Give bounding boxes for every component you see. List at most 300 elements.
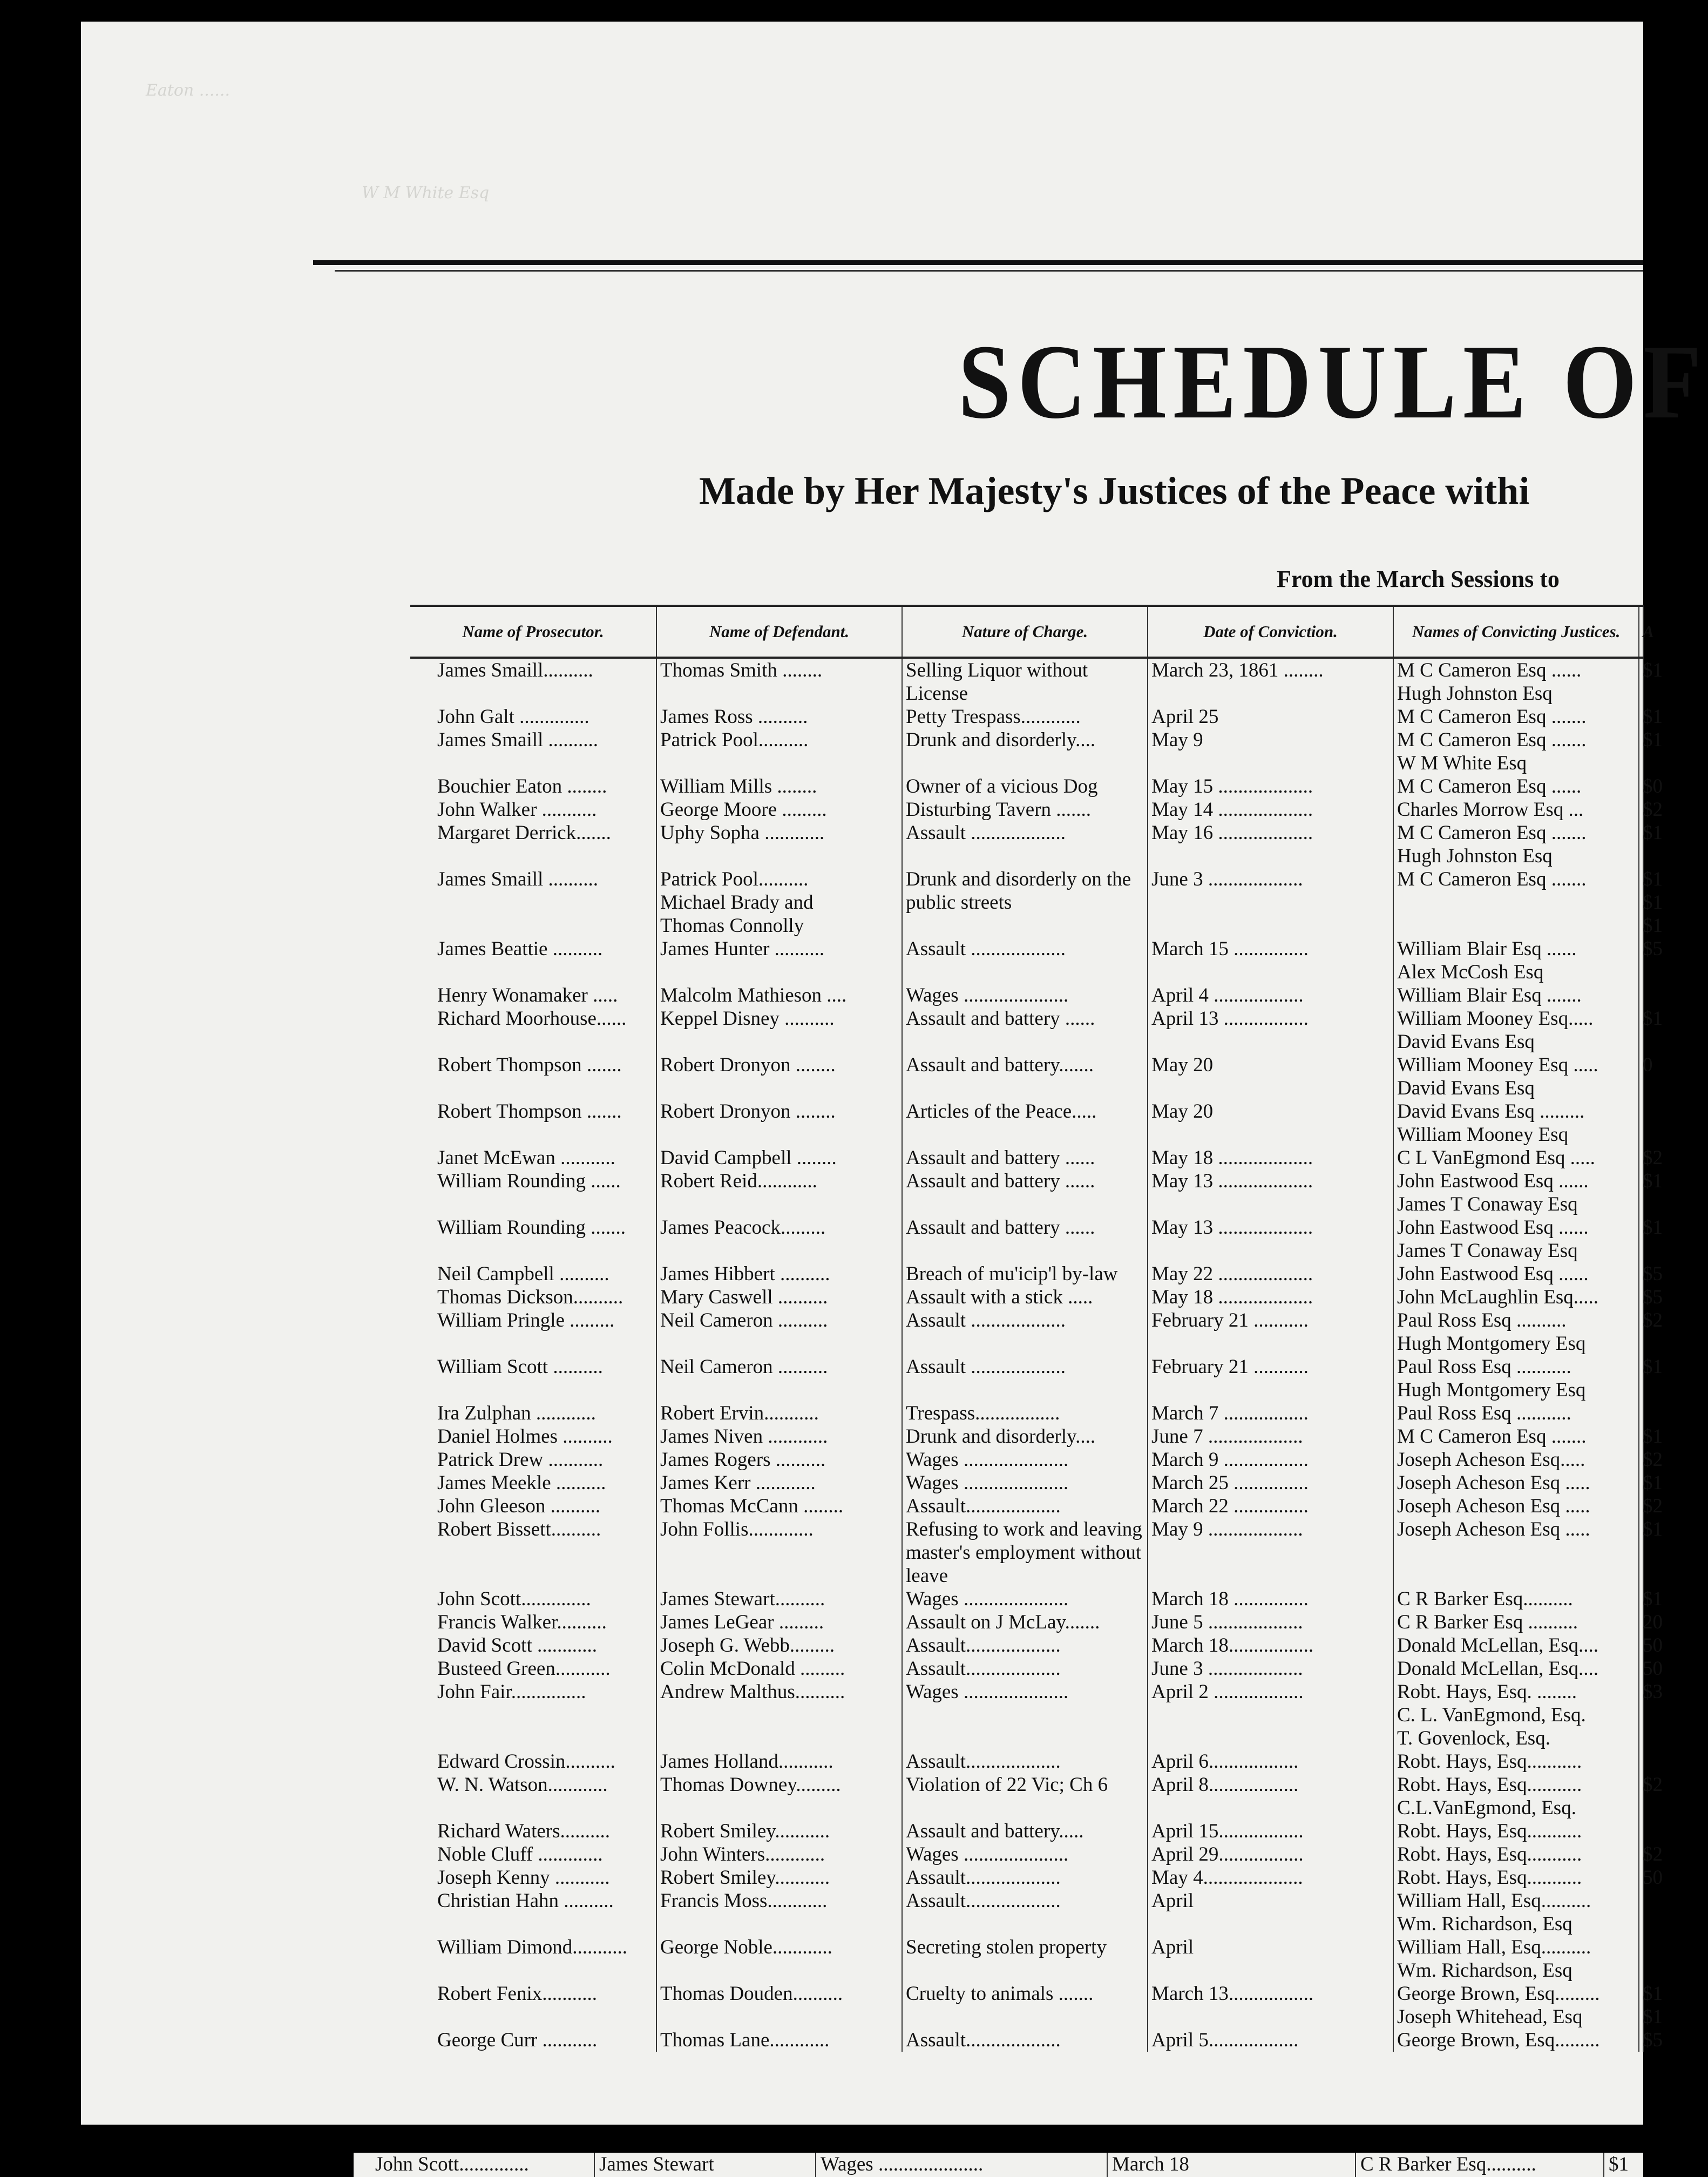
cell-defendant: Robert Smiley........... xyxy=(656,1866,902,1889)
cell-justices: C R Barker Esq .......... xyxy=(1393,1611,1639,1634)
schedule-subtitle: Made by Her Majesty's Justices of the Peace withi xyxy=(699,469,1530,512)
table-row xyxy=(410,1146,1643,1169)
cell-prosecutor: Francis Walker.......... xyxy=(410,1611,656,1634)
cell-amount: $3 xyxy=(1639,1680,1643,1750)
cell-date: May 16 ................... xyxy=(1148,821,1393,868)
cell-justices: Robt. Hays, Esq........... xyxy=(1393,1750,1639,1773)
cell-prosecutor: Henry Wonamaker ..... xyxy=(410,984,656,1007)
cell-justices: Paul Ross Esq .......... Hugh Montgomery Esq xyxy=(1393,1309,1639,1355)
cell-prosecutor: Margaret Derrick....... xyxy=(410,821,656,868)
cell-prosecutor: W. N. Watson............ xyxy=(410,1773,656,1820)
table-row xyxy=(410,2029,1643,2052)
cell-charge: Assault ................... xyxy=(902,821,1148,868)
cell-prosecutor: William Rounding ....... xyxy=(410,1216,656,1262)
table-row xyxy=(410,821,1643,868)
cell-date: June 5 ................... xyxy=(1148,1611,1393,1634)
table-row xyxy=(410,1169,1643,1216)
table-row xyxy=(410,1425,1643,1448)
cell-amount: $2 xyxy=(1639,1146,1643,1169)
cell-charge: Breach of mu'icip'l by-law xyxy=(902,1262,1148,1286)
table-row xyxy=(410,728,1643,775)
cell-justices: M C Cameron Esq ....... xyxy=(1393,1425,1639,1448)
cell-justices: M C Cameron Esq ...... xyxy=(1393,775,1639,798)
table-row xyxy=(410,1471,1643,1495)
cell-defendant: Thomas McCann ........ xyxy=(656,1495,902,1518)
column-divider xyxy=(1107,2153,1108,2177)
cell-prosecutor: Janet McEwan ........... xyxy=(410,1146,656,1169)
cell-amount xyxy=(1639,1820,1643,1843)
cell-charge: Wages ..................... xyxy=(902,1448,1148,1471)
cell-amount: $2 xyxy=(1639,1843,1643,1866)
cell-justices: William Blair Esq ....... xyxy=(1393,984,1639,1007)
cell-charge: Drunk and disorderly.... xyxy=(902,728,1148,775)
footer-amount: $1 xyxy=(1609,2153,1629,2175)
cell-prosecutor: William Scott .......... xyxy=(410,1355,656,1402)
cell-charge: Refusing to work and leaving master's employment without leave xyxy=(902,1518,1148,1587)
cell-date: April xyxy=(1148,1889,1393,1936)
cell-charge: Assault................... xyxy=(902,2029,1148,2052)
cell-defendant: James Ross .......... xyxy=(656,705,902,728)
cell-justices: William Blair Esq ...... Alex McCosh Esq xyxy=(1393,937,1639,984)
cell-defendant: James LeGear ......... xyxy=(656,1611,902,1634)
cell-prosecutor: John Galt .............. xyxy=(410,705,656,728)
cell-justices: Donald McLellan, Esq.... xyxy=(1393,1634,1639,1657)
cell-charge: Assault ................... xyxy=(902,1309,1148,1355)
schedule-period: From the March Sessions to xyxy=(1277,566,1560,592)
cell-justices: M C Cameron Esq ...... Hugh Johnston Esq xyxy=(1393,658,1639,705)
cell-charge: Assault................... xyxy=(902,1657,1148,1680)
cell-defendant: George Noble............ xyxy=(656,1936,902,1982)
cell-justices: Robt. Hays, Esq........... xyxy=(1393,1820,1639,1843)
cell-defendant: Neil Cameron .......... xyxy=(656,1355,902,1402)
column-divider xyxy=(1355,2153,1356,2177)
cell-defendant: Robert Dronyon ........ xyxy=(656,1100,902,1146)
cell-amount: $1 xyxy=(1639,658,1643,705)
cell-prosecutor: Robert Fenix........... xyxy=(410,1982,656,2029)
footer-prosecutor: John Scott.............. xyxy=(375,2153,529,2175)
cell-charge: Secreting stolen property xyxy=(902,1936,1148,1982)
cell-charge: Drunk and disorderly on the public streets xyxy=(902,868,1148,937)
cell-date: April 8.................. xyxy=(1148,1773,1393,1820)
table-row xyxy=(410,1518,1643,1587)
footer-date: March 18 xyxy=(1112,2153,1189,2175)
cell-justices: Joseph Acheson Esq..... xyxy=(1393,1448,1639,1471)
cell-justices: George Brown, Esq......... xyxy=(1393,2029,1639,2052)
cell-amount: $5 xyxy=(1639,937,1643,984)
cell-defendant: Mary Caswell .......... xyxy=(656,1286,902,1309)
cell-amount: $2 xyxy=(1639,1448,1643,1471)
cell-charge: Assault................... xyxy=(902,1866,1148,1889)
table-header-row xyxy=(410,606,1643,658)
newspaper-page xyxy=(81,22,1708,2146)
footer-defendant: James Stewart xyxy=(599,2153,714,2175)
cell-charge: Cruelty to animals ....... xyxy=(902,1982,1148,2029)
table-row xyxy=(410,1936,1643,1982)
cell-date: March 15 ............... xyxy=(1148,937,1393,984)
cell-prosecutor: James Smaill.......... xyxy=(410,658,656,705)
convictions-table xyxy=(410,605,1663,2052)
cell-justices: Charles Morrow Esq ... xyxy=(1393,798,1639,821)
table-row xyxy=(410,1262,1643,1286)
cell-amount: 50 xyxy=(1639,1634,1643,1657)
column-divider xyxy=(815,2153,816,2177)
table-row xyxy=(410,1611,1643,1634)
table-row xyxy=(410,1007,1643,1053)
cell-prosecutor: Neil Campbell .......... xyxy=(410,1262,656,1286)
cell-prosecutor: John Walker ........... xyxy=(410,798,656,821)
table-row xyxy=(410,1448,1643,1471)
cell-date: May 20 xyxy=(1148,1100,1393,1146)
cell-charge: Assault................... xyxy=(902,1495,1148,1518)
cell-prosecutor: James Smaill .......... xyxy=(410,728,656,775)
cell-charge: Assault and battery....... xyxy=(902,1053,1148,1100)
cell-prosecutor: William Rounding ...... xyxy=(410,1169,656,1216)
header-date: Date of Conviction. xyxy=(1148,606,1393,658)
cell-justices: David Evans Esq ......... William Mooney Esq xyxy=(1393,1100,1639,1146)
cell-amount: $1 $1 xyxy=(1639,1982,1643,2029)
bleed-through-text: W M White Esq xyxy=(362,184,490,202)
cell-amount: $1 xyxy=(1639,1355,1643,1402)
cell-defendant: James Kerr ............ xyxy=(656,1471,902,1495)
table-row xyxy=(410,1355,1643,1402)
table-row xyxy=(410,1982,1643,2029)
cell-justices: M C Cameron Esq ....... W M White Esq xyxy=(1393,728,1639,775)
cell-prosecutor: Christian Hahn .......... xyxy=(410,1889,656,1936)
cell-date: March 22 ............... xyxy=(1148,1495,1393,1518)
footer-justices: C R Barker Esq.......... xyxy=(1360,2153,1536,2175)
table-row xyxy=(410,1820,1643,1843)
cell-defendant: Thomas Lane............ xyxy=(656,2029,902,2052)
cell-date: May 9 xyxy=(1148,728,1393,775)
cell-date: May 20 xyxy=(1148,1053,1393,1100)
cell-charge: Wages ..................... xyxy=(902,1587,1148,1611)
cell-defendant: Thomas Smith ........ xyxy=(656,658,902,705)
cell-justices: Paul Ross Esq ........... Hugh Montgomery Esq xyxy=(1393,1355,1639,1402)
table-body xyxy=(410,658,1663,2052)
cell-defendant: David Campbell ........ xyxy=(656,1146,902,1169)
cell-defendant: Thomas Douden.......... xyxy=(656,1982,902,2029)
cell-justices: Robt. Hays, Esq........... xyxy=(1393,1843,1639,1866)
cell-amount: $1 xyxy=(1639,1587,1643,1611)
cell-defendant: Uphy Sopha ............ xyxy=(656,821,902,868)
cell-date: March 18 ............... xyxy=(1148,1587,1393,1611)
cell-charge: Petty Trespass............ xyxy=(902,705,1148,728)
cell-prosecutor: Thomas Dickson.......... xyxy=(410,1286,656,1309)
cell-amount: $5 xyxy=(1639,1286,1643,1309)
cell-defendant: Keppel Disney .......... xyxy=(656,1007,902,1053)
cell-date: February 21 ........... xyxy=(1148,1309,1393,1355)
cell-prosecutor: James Meekle .......... xyxy=(410,1471,656,1495)
cell-justices: C R Barker Esq.......... xyxy=(1393,1587,1639,1611)
cell-prosecutor: Edward Crossin.......... xyxy=(410,1750,656,1773)
cell-date: March 18................. xyxy=(1148,1634,1393,1657)
cell-justices: William Mooney Esq..... David Evans Esq xyxy=(1393,1007,1639,1053)
cell-amount: $1 xyxy=(1639,1518,1643,1587)
cell-date: May 14 ................... xyxy=(1148,798,1393,821)
table-row xyxy=(410,798,1643,821)
table-row xyxy=(410,1680,1643,1750)
cell-date: April 15................. xyxy=(1148,1820,1393,1843)
cell-justices: John Eastwood Esq ...... xyxy=(1393,1262,1639,1286)
repeated-row-strip xyxy=(354,2153,1643,2177)
table-row xyxy=(410,1053,1643,1100)
cell-amount xyxy=(1639,1402,1643,1425)
schedule-title: SCHEDULE OF xyxy=(958,323,1708,441)
cell-defendant: Patrick Pool.......... Michael Brady and Thomas Connolly xyxy=(656,868,902,937)
table-row xyxy=(410,1866,1643,1889)
cell-amount: $1 $1 $1 xyxy=(1639,868,1643,937)
cell-charge: Trespass................. xyxy=(902,1402,1148,1425)
cell-charge: Assault................... xyxy=(902,1634,1148,1657)
cell-justices: Joseph Acheson Esq ..... xyxy=(1393,1518,1639,1587)
cell-prosecutor: Bouchier Eaton ........ xyxy=(410,775,656,798)
cell-defendant: Patrick Pool.......... xyxy=(656,728,902,775)
cell-date: June 3 ................... xyxy=(1148,868,1393,937)
cell-justices: M C Cameron Esq ....... Hugh Johnston Esq xyxy=(1393,821,1639,868)
cell-charge: Violation of 22 Vic; Ch 6 xyxy=(902,1773,1148,1820)
cell-charge: Assault and battery ...... xyxy=(902,1007,1148,1053)
header-justices: Names of Convicting Justices. xyxy=(1393,606,1639,658)
cell-defendant: Robert Reid............ xyxy=(656,1169,902,1216)
cell-date: April 13 ................. xyxy=(1148,1007,1393,1053)
column-divider xyxy=(1603,2153,1604,2177)
cell-date: May 9 ................... xyxy=(1148,1518,1393,1587)
cell-defendant: Robert Dronyon ........ xyxy=(656,1053,902,1100)
cell-date: April 25 xyxy=(1148,705,1393,728)
cell-date: April 29................. xyxy=(1148,1843,1393,1866)
cell-amount: 20 xyxy=(1639,1611,1643,1634)
cell-date: March 9 ................. xyxy=(1148,1448,1393,1471)
thin-rule xyxy=(335,270,1643,272)
cell-defendant: Robert Ervin........... xyxy=(656,1402,902,1425)
table-row xyxy=(410,1216,1643,1262)
cell-amount: $2 xyxy=(1639,798,1643,821)
table-row xyxy=(410,1843,1643,1866)
cell-prosecutor: Joseph Kenny ........... xyxy=(410,1866,656,1889)
header-amount: A xyxy=(1639,606,1643,658)
cell-prosecutor: Patrick Drew ........... xyxy=(410,1448,656,1471)
cell-justices: Robt. Hays, Esq........... C.L.VanEgmond, Esq. xyxy=(1393,1773,1639,1820)
cell-date: May 4.................... xyxy=(1148,1866,1393,1889)
cell-prosecutor: Richard Waters.......... xyxy=(410,1820,656,1843)
header-prosecutor: Name of Prosecutor. xyxy=(410,606,656,658)
cell-justices: M C Cameron Esq ....... xyxy=(1393,868,1639,937)
heavy-rule xyxy=(313,260,1643,265)
table-row xyxy=(410,1286,1643,1309)
table-row xyxy=(410,1657,1643,1680)
cell-prosecutor: Noble Cluff ............. xyxy=(410,1843,656,1866)
cell-justices: William Hall, Esq.......... Wm. Richardson, Esq xyxy=(1393,1936,1639,1982)
cell-amount: $2 xyxy=(1639,1309,1643,1355)
table-row xyxy=(410,984,1643,1007)
cell-charge: Wages ..................... xyxy=(902,984,1148,1007)
cell-amount: 0 xyxy=(1639,1053,1643,1100)
cell-amount: 50 xyxy=(1639,1866,1643,1889)
table-row xyxy=(410,658,1643,705)
table-row xyxy=(410,1309,1643,1355)
cell-justices: M C Cameron Esq ....... xyxy=(1393,705,1639,728)
cell-prosecutor: William Pringle ......... xyxy=(410,1309,656,1355)
cell-defendant: Neil Cameron .......... xyxy=(656,1309,902,1355)
table-row xyxy=(410,1634,1643,1657)
cell-charge: Wages ..................... xyxy=(902,1843,1148,1866)
cell-amount: $1 xyxy=(1639,1169,1643,1216)
cell-charge: Articles of the Peace..... xyxy=(902,1100,1148,1146)
cell-charge: Disturbing Tavern ....... xyxy=(902,798,1148,821)
cell-amount: $2 xyxy=(1639,1495,1643,1518)
header-charge: Nature of Charge. xyxy=(902,606,1148,658)
cell-charge: Assault and battery ...... xyxy=(902,1146,1148,1169)
cell-defendant: Thomas Downey......... xyxy=(656,1773,902,1820)
cell-justices: Paul Ross Esq ........... xyxy=(1393,1402,1639,1425)
cell-prosecutor: John Scott.............. xyxy=(410,1587,656,1611)
cell-amount xyxy=(1639,1100,1643,1146)
cell-prosecutor: Daniel Holmes .......... xyxy=(410,1425,656,1448)
cell-defendant: Joseph G. Webb......... xyxy=(656,1634,902,1657)
cell-date: March 23, 1861 ........ xyxy=(1148,658,1393,705)
column-divider xyxy=(594,2153,595,2177)
cell-date: May 15 ................... xyxy=(1148,775,1393,798)
cell-prosecutor: William Dimond........... xyxy=(410,1936,656,1982)
cell-defendant: James Holland........... xyxy=(656,1750,902,1773)
cell-charge: Wages ..................... xyxy=(902,1680,1148,1750)
cell-date: April xyxy=(1148,1936,1393,1982)
cell-defendant: James Peacock......... xyxy=(656,1216,902,1262)
cell-date: May 13 ................... xyxy=(1148,1216,1393,1262)
cell-amount xyxy=(1639,1889,1643,1936)
table-row xyxy=(410,1750,1643,1773)
cell-prosecutor: Robert Thompson ....... xyxy=(410,1100,656,1146)
cell-date: May 13 ................... xyxy=(1148,1169,1393,1216)
cell-justices: George Brown, Esq......... Joseph Whitehead, Esq xyxy=(1393,1982,1639,2029)
cell-charge: Wages ..................... xyxy=(902,1471,1148,1495)
cell-charge: Assault with a stick ..... xyxy=(902,1286,1148,1309)
cell-amount xyxy=(1639,984,1643,1007)
cell-defendant: George Moore ......... xyxy=(656,798,902,821)
cell-defendant: Colin McDonald ......... xyxy=(656,1657,902,1680)
table-row xyxy=(410,705,1643,728)
cell-date: May 22 ................... xyxy=(1148,1262,1393,1286)
cell-prosecutor: James Beattie .......... xyxy=(410,937,656,984)
bleed-through-text: Eaton ...... xyxy=(146,81,230,100)
cell-defendant: James Stewart.......... xyxy=(656,1587,902,1611)
cell-amount: $1 xyxy=(1639,1471,1643,1495)
cell-defendant: James Niven ............ xyxy=(656,1425,902,1448)
cell-defendant: Francis Moss............ xyxy=(656,1889,902,1936)
cell-prosecutor: Ira Zulphan ............ xyxy=(410,1402,656,1425)
table-row xyxy=(410,1100,1643,1146)
cell-defendant: Robert Smiley........... xyxy=(656,1820,902,1843)
cell-defendant: Andrew Malthus.......... xyxy=(656,1680,902,1750)
cell-justices: John Eastwood Esq ...... James T Conaway Esq xyxy=(1393,1169,1639,1216)
cell-date: April 4 .................. xyxy=(1148,984,1393,1007)
cell-justices: Joseph Acheson Esq ..... xyxy=(1393,1471,1639,1495)
cell-date: March 13................. xyxy=(1148,1982,1393,2029)
cell-amount: $1 xyxy=(1639,1216,1643,1262)
convictions-table-wrap xyxy=(410,605,1663,2052)
cell-amount: $1 xyxy=(1639,1007,1643,1053)
cell-justices: John McLaughlin Esq..... xyxy=(1393,1286,1639,1309)
table-row xyxy=(410,1495,1643,1518)
table-row xyxy=(410,937,1643,984)
cell-defendant: James Hibbert .......... xyxy=(656,1262,902,1286)
cell-date: February 21 ........... xyxy=(1148,1355,1393,1402)
cell-charge: Assault ................... xyxy=(902,1355,1148,1402)
cell-charge: Assault................... xyxy=(902,1889,1148,1936)
table-row xyxy=(410,1889,1643,1936)
cell-defendant: William Mills ........ xyxy=(656,775,902,798)
cell-prosecutor: Busteed Green........... xyxy=(410,1657,656,1680)
cell-amount: $1 xyxy=(1639,1425,1643,1448)
cell-charge: Assault and battery..... xyxy=(902,1820,1148,1843)
cell-date: April 6.................. xyxy=(1148,1750,1393,1773)
cell-prosecutor: George Curr ........... xyxy=(410,2029,656,2052)
cell-justices: John Eastwood Esq ...... James T Conaway Esq xyxy=(1393,1216,1639,1262)
footer-charge: Wages ..................... xyxy=(821,2153,984,2175)
cell-justices: Robt. Hays, Esq........... xyxy=(1393,1866,1639,1889)
cell-prosecutor: Richard Moorhouse...... xyxy=(410,1007,656,1053)
cell-defendant: John Follis............. xyxy=(656,1518,902,1587)
cell-prosecutor: John Gleeson .......... xyxy=(410,1495,656,1518)
cell-charge: Drunk and disorderly.... xyxy=(902,1425,1148,1448)
cell-defendant: James Rogers .......... xyxy=(656,1448,902,1471)
cell-charge: Owner of a vicious Dog xyxy=(902,775,1148,798)
cell-prosecutor: James Smaill .......... xyxy=(410,868,656,937)
cell-date: May 18 ................... xyxy=(1148,1146,1393,1169)
cell-date: April 2 .................. xyxy=(1148,1680,1393,1750)
cell-charge: Assault................... xyxy=(902,1750,1148,1773)
header-defendant: Name of Defendant. xyxy=(656,606,902,658)
cell-prosecutor: Robert Bissett.......... xyxy=(410,1518,656,1587)
table-row xyxy=(410,1402,1643,1425)
cell-charge: Assault ................... xyxy=(902,937,1148,984)
table-row xyxy=(410,1587,1643,1611)
cell-amount: $1 xyxy=(1639,821,1643,868)
cell-justices: William Hall, Esq.......... Wm. Richardson, Esq xyxy=(1393,1889,1639,1936)
table-row xyxy=(410,1773,1643,1820)
cell-date: March 7 ................. xyxy=(1148,1402,1393,1425)
cell-defendant: John Winters............ xyxy=(656,1843,902,1866)
cell-justices: C L VanEgmond Esq ..... xyxy=(1393,1146,1639,1169)
cell-date: April 5.................. xyxy=(1148,2029,1393,2052)
cell-charge: Assault and battery ...... xyxy=(902,1216,1148,1262)
cell-amount xyxy=(1639,1936,1643,1982)
cell-prosecutor: David Scott ............ xyxy=(410,1634,656,1657)
cell-prosecutor: Robert Thompson ....... xyxy=(410,1053,656,1100)
cell-amount: $1 xyxy=(1639,705,1643,728)
cell-date: June 7 ................... xyxy=(1148,1425,1393,1448)
cell-charge: Selling Liquor without License xyxy=(902,658,1148,705)
cell-prosecutor: John Fair............... xyxy=(410,1680,656,1750)
cell-amount: 50 xyxy=(1639,1657,1643,1680)
table-row xyxy=(410,775,1643,798)
cell-amount xyxy=(1639,1750,1643,1773)
cell-justices: Donald McLellan, Esq.... xyxy=(1393,1657,1639,1680)
cell-date: May 18 ................... xyxy=(1148,1286,1393,1309)
cell-amount: $2 xyxy=(1639,1773,1643,1820)
cell-justices: William Mooney Esq ..... David Evans Esq xyxy=(1393,1053,1639,1100)
cell-date: March 25 ............... xyxy=(1148,1471,1393,1495)
cell-amount: $1 xyxy=(1639,728,1643,775)
cell-amount: $5 xyxy=(1639,1262,1643,1286)
cell-charge: Assault on J McLay....... xyxy=(902,1611,1148,1634)
cell-justices: Robt. Hays, Esq. ........ C. L. VanEgmond, Esq. T. Govenlock, Esq. xyxy=(1393,1680,1639,1750)
cell-amount: $5 xyxy=(1639,2029,1643,2052)
cell-charge: Assault and battery ...... xyxy=(902,1169,1148,1216)
cell-amount: $0 xyxy=(1639,775,1643,798)
cell-defendant: James Hunter .......... xyxy=(656,937,902,984)
cell-justices: Joseph Acheson Esq ..... xyxy=(1393,1495,1639,1518)
